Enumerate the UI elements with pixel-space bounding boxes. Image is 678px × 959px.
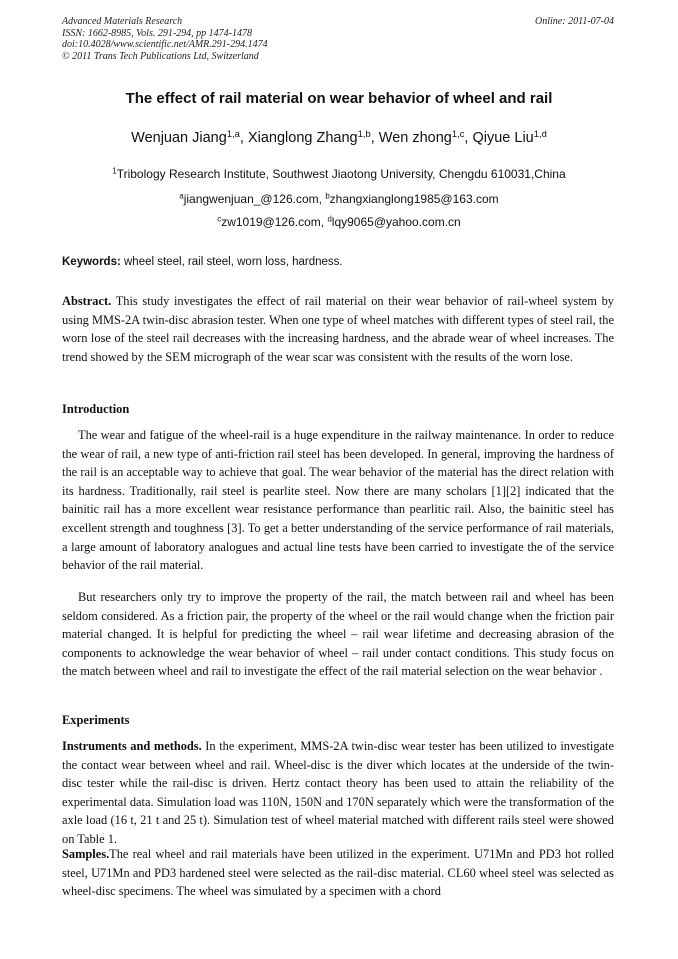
introduction-paragraph-2: But researchers only try to improve the property of the rail, the match between rail and wheel has been seldom considered. As a friction pair, the property of the wheel or the rail would change when the friction pair material changed. It is helpful for predicting the wheel – rail wear lifetime and decreasing abrasion of the components to acknowledge the wear behavior of wheel – rail under contact conditions. This study focus on the match between wheel and rail to investigate the effect of the rail material selection on the wear behavior .	[62, 590, 614, 679]
author-list: Wenjuan Jiang$^{1,a}$, Xianglong Zhang$^{1,b}$, Wen zhong$^{1,c}$, Qiyue Liu$^{1,d}$	[131, 127, 547, 146]
issn-line: ISSN: 1662-8985, Vols. 291-294, pp 1474-1478	[62, 27, 252, 39]
email-line-1	[30, 192, 648, 206]
abstract	[62, 292, 614, 366]
author-name: Qiyue Liu	[472, 130, 534, 146]
email-sup: b	[325, 191, 330, 201]
author-sup: 1,a	[226, 127, 240, 139]
samples-label: Samples.	[62, 847, 110, 861]
abstract-text: This study investigates the effect of rail material on their wear behavior of rail-wheel system by using MMS-2A twin-disc abrasion tester. When one type of wheel matches with different types of steel rail, the worn lose of the steel rail decreases with the increasing hardness, and the abrade wear of wheel increases. The trend showed by the SEM micrograph of the wear scar was consistent with the results of the worn lose.	[62, 294, 614, 364]
abstract-label: Abstract.	[62, 294, 112, 308]
samples-paragraph	[62, 845, 614, 901]
email-line-2	[30, 215, 648, 229]
journal-header	[62, 16, 614, 62]
doi-line: doi:10.4028/www.scientific.net/AMR.291-294.1474	[62, 39, 268, 50]
paper-title: The effect of rail material on wear behavior of wheel and rail	[125, 90, 553, 107]
affiliation-sup: 1	[112, 166, 117, 176]
author-sup: 1,d	[533, 127, 547, 139]
samples-text: The real wheel and rail materials have been utilized in the experiment. U71Mn and PD3 hot rolled steel, U71Mn and PD3 hardened steel were selected as the rail-disc material. CL60 wheel steel was selected as wheel-disc specimens. The wheel was simulated by a specimen with a chord	[62, 847, 614, 899]
author-name: Wen zhong	[378, 130, 452, 146]
instruments-paragraph	[62, 737, 614, 849]
introduction-paragraph-1: The wear and fatigue of the wheel-rail is a huge expenditure in the railway maintenance. In order to reduce the wear of rail, a new type of anti-friction rail steel has been developed. In general, improving the hardness of the rail is an acceptable way to achieve that goal. The wear behavior of the material has the direct relation with its hardness. Traditionally, rail steel is pearlite steel. Now there are many scholars [1][2] indicated that the bainitic rail has a more excellent wear resistance performance than pearlitic rail. Also, the bainitic steel has excellent strength and toughness [3]. To get a better understanding of the service performance of rail materials, a large amount of laboratory analogues and actual line tests have been carried to investigate the of the service behavior of the rail material.	[62, 428, 614, 573]
journal-name: Advanced Materials Research	[62, 16, 183, 27]
instruments-label: Instruments and methods.	[62, 739, 202, 753]
email-address: jiangwenjuan_@126.com,	[183, 192, 322, 206]
author-sup: 1,b	[357, 127, 371, 139]
keywords-text: wheel steel, rail steel, worn loss, hardness.	[120, 256, 343, 268]
keywords	[62, 256, 614, 268]
author-name: Wenjuan Jiang	[131, 130, 227, 146]
email-address: lqy9065@yahoo.com.cn	[331, 215, 461, 229]
email-sup: d	[327, 214, 332, 224]
experiments-heading: Experiments	[62, 713, 130, 727]
email-address: zw1019@126.com,	[221, 215, 325, 229]
keywords-label: Keywords:	[62, 256, 121, 268]
introduction-heading: Introduction	[62, 402, 130, 416]
email-address: zhangxianglong1985@163.com	[329, 192, 499, 206]
affiliation	[30, 167, 648, 181]
affiliation-text: Tribology Research Institute, Southwest Jiaotong University, Chengdu 610031,China	[116, 167, 566, 181]
instruments-text: In the experiment, MMS-2A twin-disc wear tester has been utilized to investigate the contact wear between wheel and rail. Wheel-disc is the diver which locates at the underside of the twin-disc tester while the rail-disc is driven. Hertz contact theory has been used to attain the reliability of the experimental data. Simulation load was 110N, 150N and 170N separately which were the transformation of the axle load (16 t, 21 t and 25 t). Simulation test of wheel material matched with different rails steel were showed on Table 1.	[62, 739, 614, 846]
email-sup: a	[179, 191, 184, 201]
email-sup: c	[217, 214, 222, 224]
online-date: Online: 2011-07-04	[535, 16, 614, 27]
author-sup: 1,c	[451, 127, 465, 139]
author-name: Xianglong Zhang	[247, 130, 358, 146]
copyright-line: © 2011 Trans Tech Publications Ltd, Switzerland	[62, 50, 259, 62]
